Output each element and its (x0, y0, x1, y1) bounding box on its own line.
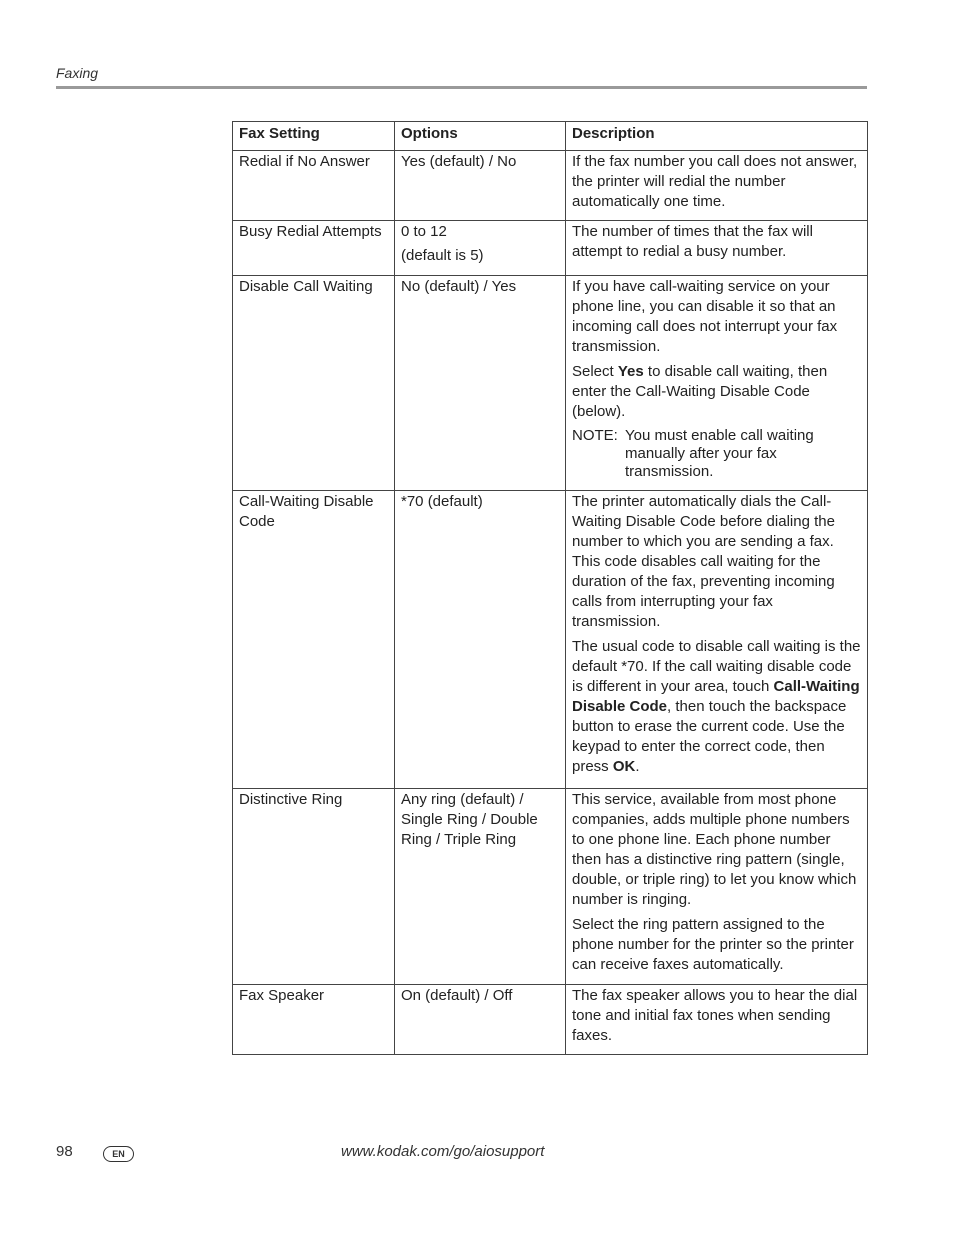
description-cell (566, 491, 868, 789)
description-paragraph: This service, available from most phone companies, adds multiple phone numbers to one phone line. Each phone number then has a distinctive ring pattern (single, double, or triple ring) to let you know which number is ringing. (572, 791, 857, 908)
description-text: to disable call waiting, then enter the Call-Waiting Disable Code (below). (572, 363, 828, 420)
page-number: 98 (56, 1143, 73, 1160)
support-url: www.kodak.com/go/aiosupport (341, 1143, 545, 1160)
options-cell: On (default) / Off (395, 985, 566, 1055)
header-divider (56, 86, 867, 89)
note-block (572, 427, 861, 481)
setting-cell: Busy Redial Attempts (233, 221, 395, 276)
table-row (233, 151, 868, 221)
description-cell (566, 789, 868, 985)
table-header-row (233, 122, 868, 151)
description-paragraph (572, 637, 861, 777)
description-cell: If the fax number you call does not answer, the printer will redial the number automatically one time. (566, 151, 868, 221)
description-paragraph: The printer automatically dials the Call-Waiting Disable Code before dialing the number to which you are sending a fax. This code disables call waiting for the duration of the fax, preventing incoming calls from interrupting your fax transmission. (572, 493, 835, 630)
options-cell: Yes (default) / No (395, 151, 566, 221)
options-cell: No (default) / Yes (395, 276, 566, 491)
options-range: 0 to 12 (401, 223, 447, 240)
setting-cell: Redial if No Answer (233, 151, 395, 221)
description-paragraph (572, 362, 861, 422)
setting-cell: Distinctive Ring (233, 789, 395, 985)
description-emphasis: OK (612, 758, 636, 775)
setting-cell: Call-Waiting Disable Code (233, 491, 395, 789)
running-header: Faxing (56, 65, 99, 81)
table-row (233, 276, 868, 491)
description-cell (566, 276, 868, 491)
description-text: . (635, 758, 640, 775)
note-text: You must enable call waiting manually after your fax transmission. (625, 427, 814, 480)
column-header-fax-setting: Fax Setting (233, 122, 395, 151)
table-row (233, 491, 868, 789)
note-label: NOTE: (572, 427, 618, 444)
options-default-note: (default is 5) (401, 247, 484, 264)
column-header-description: Description (566, 122, 868, 151)
language-badge: EN (103, 1146, 134, 1162)
options-cell: *70 (default) (395, 491, 566, 789)
description-emphasis: Call-Waiting Disable Code (572, 678, 860, 715)
description-paragraph: Select the ring pattern assigned to the phone number for the printer so the printer can receive faxes automatically. (572, 916, 854, 973)
fax-settings-table (232, 121, 868, 1055)
description-text: , then touch the backspace button to erase the current code. Use the keypad to enter the correct code, then press (572, 698, 847, 775)
options-cell: Any ring (default) / Single Ring / Double Ring / Triple Ring (395, 789, 566, 985)
options-cell (395, 221, 566, 276)
description-cell: The number of times that the fax will attempt to redial a busy number. (566, 221, 868, 276)
description-emphasis: Yes (617, 363, 644, 380)
description-cell: The fax speaker allows you to hear the dial tone and initial fax tones when sending faxes. (566, 985, 868, 1055)
column-header-options: Options (395, 122, 566, 151)
setting-cell: Disable Call Waiting (233, 276, 395, 491)
table-row (233, 985, 868, 1055)
description-paragraph: If you have call-waiting service on your phone line, you can disable it so that an incoming call does not interrupt your fax transmission. (572, 278, 838, 355)
table-row (233, 221, 868, 276)
description-text: The usual code to disable call waiting is the default *70. If the call waiting disable code is different in your area, touch (572, 638, 861, 695)
description-text: Select (572, 363, 618, 380)
table-row (233, 789, 868, 985)
setting-cell: Fax Speaker (233, 985, 395, 1055)
